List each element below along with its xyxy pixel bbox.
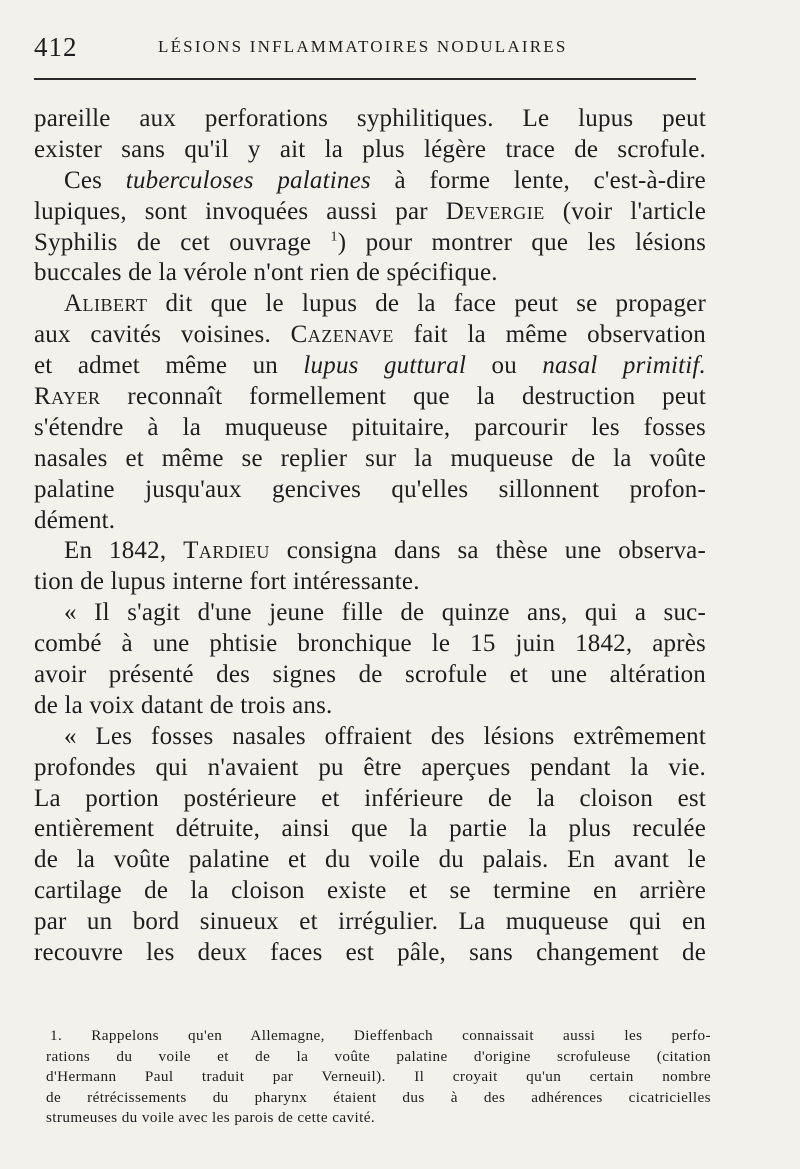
text-line: combé à une phtisie bronchique le 15 juin 1842, après — [34, 630, 706, 658]
text-line: cartilage de la cloison existe et se termine en arrière — [34, 877, 706, 905]
footnote-marker: 1 — [330, 229, 338, 245]
text-line: buccales de la vérole n'ont rien de spécifique. — [34, 259, 498, 287]
text-line: par un bord sinueux et irrégulier. La muqueuse qui en — [34, 908, 706, 936]
text-span: fait la même observation — [393, 321, 706, 349]
text-line: profondes qui n'avaient pu être aperçues pendant la vie. — [34, 753, 706, 781]
text-span: En 1842, — [64, 537, 184, 565]
author-name: Tardieu — [183, 537, 270, 565]
footnote-line: de rétrécissements du pharynx étaient dus à des adhérences cicatricielles — [46, 1088, 711, 1106]
text-span: et admet même un — [34, 352, 304, 380]
text-line — [34, 320, 706, 351]
header-rule — [34, 78, 696, 80]
text-line — [34, 351, 706, 382]
text-span: Ces — [64, 166, 126, 194]
text-line: « Il s'agit d'une jeune fille de quinze ans, qui a suc- — [64, 599, 706, 627]
text-span: ou — [466, 352, 543, 380]
italic-term: lupus guttural — [303, 352, 467, 380]
text-line: nasales et même se replier sur la muqueuse de la voûte — [34, 444, 706, 472]
author-name: Devergie — [445, 197, 545, 225]
text-line: de la voix datant de trois ans. — [34, 691, 333, 719]
text-span: ) pour montrer que les lésions — [337, 228, 706, 256]
text-line: dément. — [34, 506, 116, 534]
footnote-line: 1. Rappelons qu'en Allemagne, Dieffenbach connaissait aussi les perfo- — [50, 1027, 711, 1044]
text-line: entièrement détruite, ainsi que la partie la plus reculée — [34, 815, 706, 843]
text-line: La portion postérieure et inférieure de la cloison est — [34, 784, 706, 812]
text-span: reconnaît formellement que la destruction peut — [100, 383, 706, 411]
text-line: tion de lupus interne fort intéressante. — [34, 568, 420, 596]
footnotes — [46, 1026, 711, 1129]
text-line — [34, 289, 706, 320]
text-line: s'étendre à la muqueuse pituitaire, parcourir les fosses — [34, 413, 706, 441]
page-number: 412 — [34, 32, 78, 62]
italic-term: nasal primitif. — [542, 352, 706, 380]
text-span: aux cavités voisines. — [34, 321, 291, 349]
text-span: (voir l'article — [544, 197, 706, 225]
footnote-line: rations du voile et de la voûte palatine d'origine scrofuleuse (citation — [46, 1047, 711, 1065]
text-line: de la voûte palatine et du voile du palais. En avant le — [34, 846, 706, 874]
text-line: « Les fosses nasales offraient des lésions extrêmement — [64, 722, 706, 750]
text-line — [34, 382, 706, 413]
text-line: avoir présenté des signes de scrofule et une altération — [34, 661, 706, 689]
text-line: palatine jusqu'aux gencives qu'elles sillonnent profon- — [34, 475, 706, 503]
text-span: consigna dans sa thèse une observa- — [269, 537, 706, 565]
text-line: pareille aux perforations syphilitiques. Le lupus peut — [34, 105, 706, 132]
text-span: à forme lente, c'est-à-dire — [370, 166, 706, 194]
text-line — [34, 197, 706, 228]
page-header — [34, 32, 700, 68]
footnote-line: d'Hermann Paul traduit par Verneuil). Il croyait qu'un certain nombre — [46, 1068, 711, 1085]
text-line: recouvre les deux faces est pâle, sans changement de — [34, 939, 706, 967]
footnote-line: strumeuses du voile avec les parois de cette cavité. — [46, 1109, 376, 1126]
text-line — [34, 228, 706, 259]
text-line — [34, 166, 706, 197]
italic-term: tuberculoses palatines — [125, 166, 371, 194]
text-span: lupiques, sont invoquées aussi par — [34, 197, 446, 225]
author-name: Rayer — [34, 383, 101, 411]
text-span: Syphilis de cet ouvrage — [34, 228, 331, 256]
main-text — [34, 104, 706, 969]
running-title: LÉSIONS INFLAMMATOIRES NODULAIRES — [158, 37, 568, 56]
text-line — [34, 536, 706, 567]
author-name: Alibert — [64, 290, 148, 318]
author-name: Cazenave — [290, 321, 394, 349]
text-line: exister sans qu'il y ait la plus légère trace de scrofule. — [34, 135, 706, 163]
text-span: dit que le lupus de la face peut se propager — [147, 290, 706, 318]
